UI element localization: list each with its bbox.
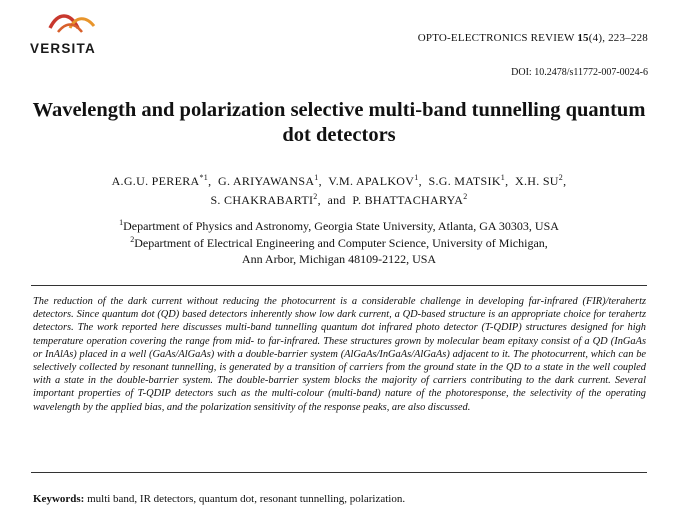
author-name: S.G. MATSIK xyxy=(428,174,501,188)
journal-name: OPTO-ELECTRONICS REVIEW xyxy=(417,32,575,44)
author-name: P. BHATTACHARYA xyxy=(352,193,464,207)
author-affiliation-mark: 2 xyxy=(558,173,564,182)
author-name: A.G.U. PERERA xyxy=(111,174,200,188)
author-affiliation-mark: 1 xyxy=(500,173,506,182)
keywords-label: Keywords: xyxy=(33,493,85,505)
author-name: S. CHAKRABARTI xyxy=(210,193,314,207)
author-affiliation-mark: *1 xyxy=(199,173,209,182)
author-name: V.M. APALKOV xyxy=(328,174,415,188)
author-line-2: S. CHAKRABARTI$^2$, and P. BHATTACHARYA$^2$ xyxy=(210,192,468,207)
doi: DOI: 10.2478/s11772-007-0024-6 xyxy=(511,67,648,78)
title-line-1: Wavelength and polarization selective multi-band tunnelling quantum xyxy=(32,99,646,121)
author-affiliation-mark: 1 xyxy=(314,173,319,182)
author-affiliation-mark: 1 xyxy=(414,173,419,182)
abstract: The reduction of the dark current without reducing the photocurrent is a considerable challenge in developing far-infrared (FIR)/terahertz detectors. Since quantum dot (QD) based detectors inherently show low dark current, a QD-based structure is an appropriate choice for terahertz detectors. The work reported here discusses multi-band tunnelling quantum dot infrared photo detector (T-QDIP) structures designed for high temperature operation covering the range from mid- to far-infrared. These structures grown by molecular beam epitaxy consist of a QD (InGaAs or InAlAs) placed in a well (GaAs/AlGaAs) with a double-barrier system (AlGaAs/InGaAs/AlGaAs) adjacent to it. The photocurrent, which can be selectively collected by resonant tunnelling, is generated by a transition of carriers from the ground state in the QD to a state in the well coupled with a state in the double-barrier system. The double-barrier system blocks the majority of carriers contributing to the dark current. Several important properties of T-QDIP detectors such as the multi-colour (multi-band) nature of the photoresponse, the selectivity of the operating wavelength by the applied bias, and the polarization sensitivity of the response peaks, are also discussed. xyxy=(33,296,646,413)
abstract-top-rule xyxy=(31,285,647,286)
author-conjunction: and xyxy=(327,193,346,207)
affiliation-mark: 1 xyxy=(119,218,124,227)
publisher-logo xyxy=(30,8,110,58)
logo-text: VERSITA xyxy=(30,41,96,56)
affiliation-2 xyxy=(30,235,648,252)
affiliations xyxy=(30,218,648,268)
journal-volume: 15 xyxy=(577,32,589,44)
affiliation-text: Department of Physics and Astronomy, Georgia State University, Atlanta, GA 30303, USA xyxy=(123,219,559,233)
paper-title xyxy=(30,98,648,148)
author-name: G. ARIYAWANSA xyxy=(218,174,315,188)
author-name: X.H. SU xyxy=(515,174,559,188)
title-line-2: dot detectors xyxy=(282,124,396,146)
author-affiliation-mark: 2 xyxy=(313,192,318,201)
journal-citation xyxy=(418,32,648,44)
abstract-bottom-rule xyxy=(31,472,647,473)
affiliation-2-continued: Ann Arbor, Michigan 48109-2122, USA xyxy=(241,252,437,266)
keywords-text: multi band, IR detectors, quantum dot, resonant tunnelling, polarization. xyxy=(87,493,406,505)
affiliation-1 xyxy=(30,218,648,235)
author-affiliation-mark: 2 xyxy=(463,192,468,201)
author-line-1: A.G.U. PERERA$^{*1}$, G. ARIYAWANSA$^1$, V.M. APALKOV$^1$, S.G. MATSIK$^1$, X.H. $SU^2$, xyxy=(111,173,567,188)
author-list xyxy=(30,172,648,210)
journal-issue-pages: (4), 223–228 xyxy=(588,32,648,44)
affiliation-mark: 2 xyxy=(130,234,135,244)
keywords xyxy=(33,493,405,505)
affiliation-text: Department of Electrical Engineering and Computer Science, University of Michigan, xyxy=(134,235,548,250)
versita-logo-icon xyxy=(48,8,96,40)
